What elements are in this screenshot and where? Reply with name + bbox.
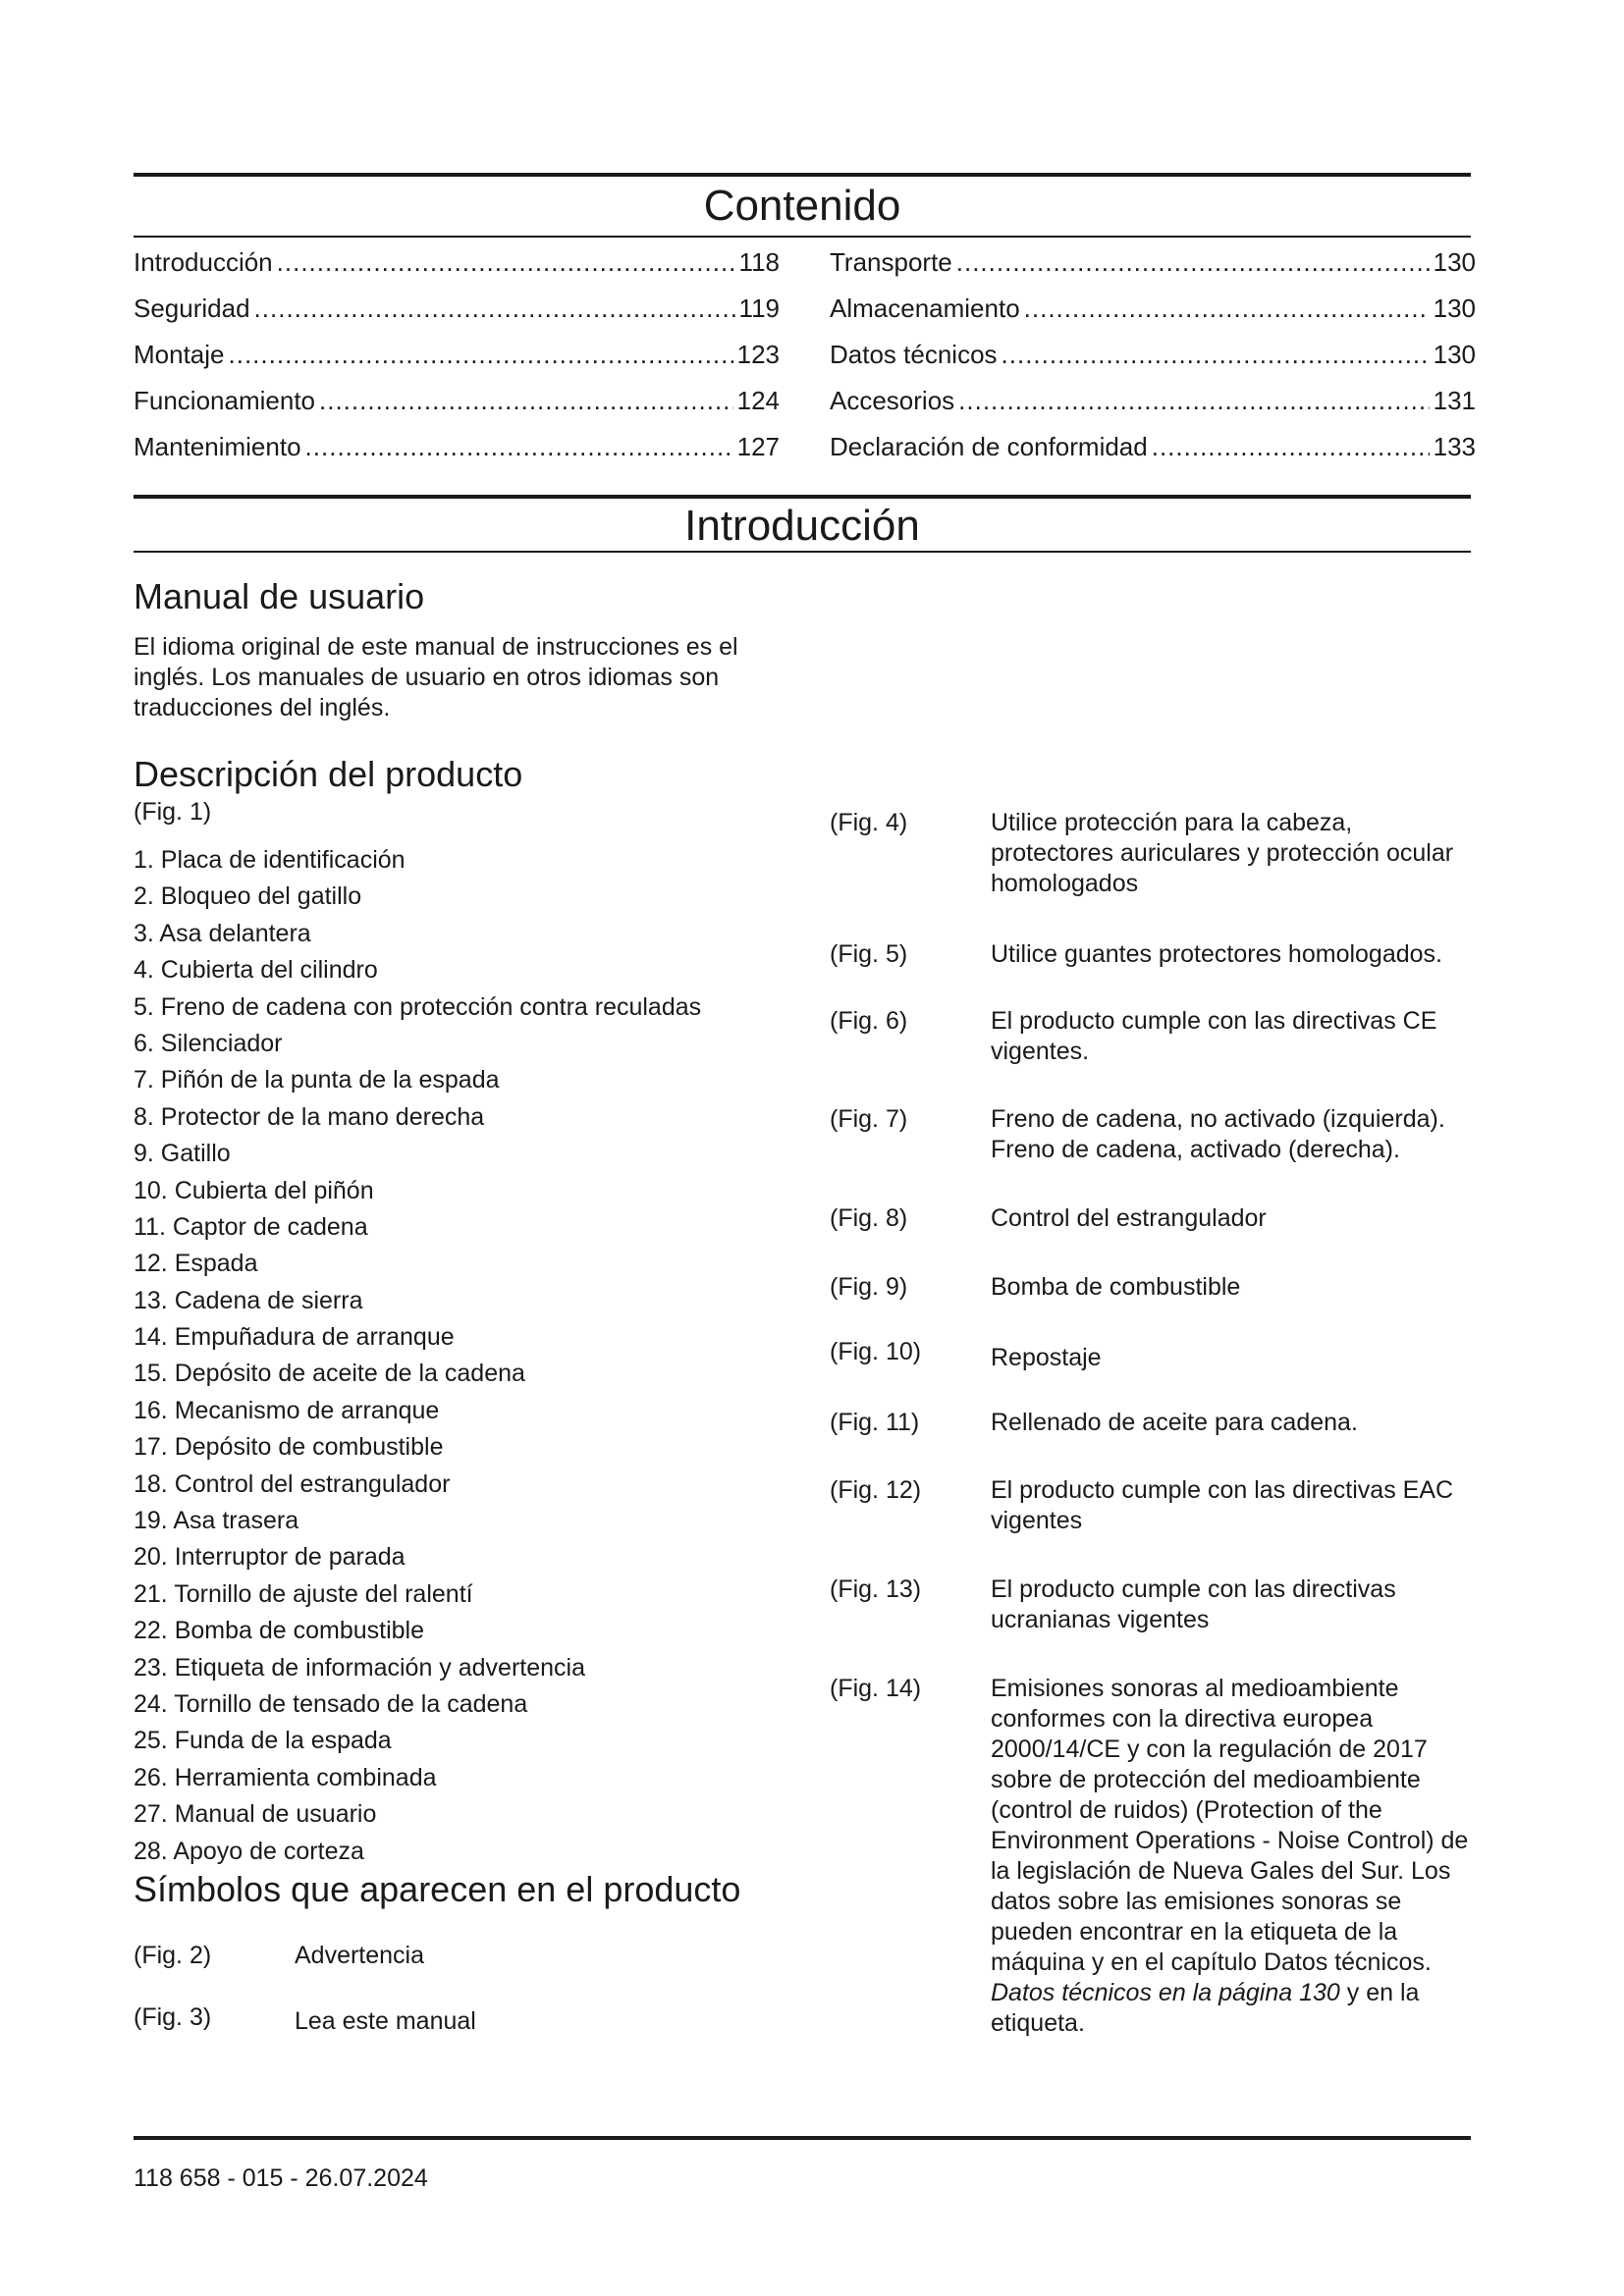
footer-doc-id: 118 658 - 015 - 26.07.2024 [134,2164,428,2192]
symbol-entry [134,1941,424,1971]
toc-leader [1001,340,1430,369]
symbol-entry [830,1337,1472,1373]
symbol-description: Lea este manual [295,2007,476,2035]
list-item: 25. Funda de la espada [134,1727,392,1755]
toc-entry-page: 130 [1433,247,1476,277]
toc-entry-name: Declaración de conformidad [830,432,1148,461]
toc-entry-name: Mantenimiento [134,432,301,461]
toc-entry[interactable] [830,432,1476,478]
symbol-fig-ref: (Fig. 7) [830,1105,908,1133]
list-item: 5. Freno de cadena con protección contra reculadas [134,992,702,1021]
toc-entry-name: Datos técnicos [830,340,998,369]
list-item: 24. Tornillo de tensado de la cadena [134,1689,528,1718]
list-item: 16. Mecanismo de arranque [134,1396,440,1424]
footer-rule [134,2136,1471,2140]
symbol-description: Repostaje [991,1344,1102,1371]
intro-title: Introducción [684,502,920,550]
list-item: 2. Bloqueo del gatillo [134,882,362,911]
toc-leader [958,386,1429,415]
list-item: 21. Tornillo de ajuste del ralentí [134,1579,473,1608]
list-item: 9. Gatillo [134,1140,231,1168]
toc-entry[interactable] [830,386,1476,432]
toc-leader [305,432,733,461]
symbol-entry [830,1408,1472,1438]
symbol-entry [830,1006,1472,1067]
toc-entry-name: Accesorios [830,386,955,415]
symbol-fig-ref: (Fig. 8) [830,1204,908,1232]
toc-entry[interactable] [134,247,780,294]
symbol-description [991,1674,1472,2039]
list-item: 18. Control del estrangulador [134,1469,451,1498]
datos-tecnicos-link[interactable]: Datos técnicos en la página 130 [991,1979,1340,2006]
symbol-entry [830,1272,1472,1303]
parts-list [134,842,821,1870]
list-item: 3. Asa delantera [134,919,311,947]
symbol-fig-ref: (Fig. 6) [830,1007,908,1035]
symbol-entry [134,2003,476,2037]
list-item: 7. Piñón de la punta de la espada [134,1066,500,1095]
list-item: 20. Interruptor de parada [134,1543,406,1572]
symbol-entry [830,1575,1472,1635]
manual-text: El idioma original de este manual de instrucciones es el inglés. Los manuales de usuario en otros idiomas son traducciones del inglés. [134,633,738,721]
list-item: 4. Cubierta del cilindro [134,956,378,985]
toc-entry-page: 133 [1433,432,1476,461]
toc-entry-name: Transporte [830,247,952,277]
toc-leader [956,247,1430,277]
list-item: 17. Depósito de combustible [134,1433,444,1462]
toc-leader [229,340,733,369]
symbol-entry [830,1674,1472,2039]
symbol-description: Utilice guantes protectores homologados. [991,940,1442,968]
list-item: 23. Etiqueta de información y advertencia [134,1653,585,1682]
contents-bottom-rule [134,236,1471,238]
symbol-description: El producto cumple con las directivas ucranianas vigentes [991,1575,1396,1633]
toc-leader [277,247,735,277]
list-item: 12. Espada [134,1250,258,1278]
description-fig-ref: (Fig. 1) [134,798,212,826]
list-item: 19. Asa trasera [134,1507,299,1535]
toc-entry-name: Montaje [134,340,225,369]
toc-entry[interactable] [830,340,1476,386]
toc-entry-name: Almacenamiento [830,294,1020,323]
toc-entry-page: 119 [738,294,780,323]
symbol-fig-ref: (Fig. 4) [830,809,908,836]
symbol-description-text: Emisiones sonoras al medioambiente conformes con la directiva europea 2000/14/CE y con la regulación de 2017 sobre de protección del medioambiente (control de ruidos) (Protection of the Environment Operations - Noise Control) de la legislación de Nueva Gales del Sur. Los datos sobre las emisiones sonoras se pueden encontrar en la etiqueta de la máquina y en el capítulo Datos técnicos. [991,1675,1469,1976]
symbol-fig-ref: (Fig. 14) [830,1675,922,1702]
symbol-fig-ref: (Fig. 3) [134,2003,212,2031]
toc-entry[interactable] [134,294,780,340]
toc-entry-name: Funcionamiento [134,386,315,415]
contents-title: Contenido [703,182,901,230]
symbol-entry [830,808,1472,899]
symbol-description: Bomba de combustible [991,1273,1241,1301]
symbol-description: Control del estrangulador [991,1204,1267,1232]
toc-entry-page: 130 [1433,340,1476,369]
symbol-fig-ref: (Fig. 2) [134,1942,212,1969]
toc-leader [319,386,733,415]
symbol-entry [830,1104,1472,1165]
symbol-fig-ref: (Fig. 11) [830,1409,920,1436]
intro-bottom-rule [134,551,1471,553]
toc-entry-page: 123 [736,340,780,369]
symbol-fig-ref: (Fig. 12) [830,1476,922,1504]
toc-leader [1024,294,1430,323]
toc-entry-page: 131 [1433,386,1476,415]
toc-entry-name: Seguridad [134,294,250,323]
list-item: 28. Apoyo de corteza [134,1837,364,1865]
symbol-description: El producto cumple con las directivas CE vigentes. [991,1007,1437,1065]
toc-entry[interactable] [134,386,780,432]
list-item: 1. Placa de identificación [134,846,406,874]
description-heading: Descripción del producto [134,754,523,794]
symbol-description: Utilice protección para la cabeza, protectores auriculares y protección ocular homologados [991,809,1454,897]
symbol-entry [830,1475,1472,1536]
symbol-description: Advertencia [295,1942,425,1969]
toc-entry[interactable] [134,432,780,478]
toc-entry[interactable] [134,340,780,386]
toc-entry[interactable] [830,294,1476,340]
symbol-description: El producto cumple con las directivas EAC vigentes [991,1476,1454,1534]
list-item: 26. Herramienta combinada [134,1763,437,1791]
list-item: 13. Cadena de sierra [134,1286,363,1314]
symbol-fig-ref: (Fig. 10) [830,1338,922,1365]
intro-top-rule [134,495,1471,499]
contents-top-rule [134,173,1471,177]
symbol-description-suffix: y en la etiqueta. [991,1979,1420,2037]
toc-entry-page: 118 [738,247,780,277]
toc-entry-page: 127 [736,432,780,461]
toc-leader [1152,432,1430,461]
toc-leader [254,294,735,323]
toc-right-column [830,247,1476,478]
symbol-fig-ref: (Fig. 9) [830,1273,908,1301]
symbol-entry [830,1203,1472,1234]
symbols-heading: Símbolos que aparecen en el producto [134,1869,741,1909]
list-item: 15. Depósito de aceite de la cadena [134,1360,525,1388]
toc-left-column [134,247,780,478]
list-item: 22. Bomba de combustible [134,1617,425,1645]
toc-entry-page: 124 [736,386,780,415]
list-item: 11. Captor de cadena [134,1212,368,1241]
toc-entry[interactable] [830,247,1476,294]
symbol-entry [830,939,1472,970]
list-item: 10. Cubierta del piñón [134,1176,374,1204]
toc-entry-name: Introducción [134,247,273,277]
list-item: 27. Manual de usuario [134,1800,377,1829]
symbol-description: Freno de cadena, no activado (izquierda). Freno de cadena, activado (derecha). [991,1105,1445,1163]
manual-heading: Manual de usuario [134,576,425,616]
list-item: 8. Protector de la mano derecha [134,1102,485,1131]
list-item: 14. Empuñadura de arranque [134,1323,455,1352]
symbol-fig-ref: (Fig. 13) [830,1575,922,1603]
list-item: 6. Silenciador [134,1029,283,1057]
symbol-fig-ref: (Fig. 5) [830,940,908,968]
toc-entry-page: 130 [1433,294,1476,323]
symbol-description: Rellenado de aceite para cadena. [991,1409,1358,1436]
